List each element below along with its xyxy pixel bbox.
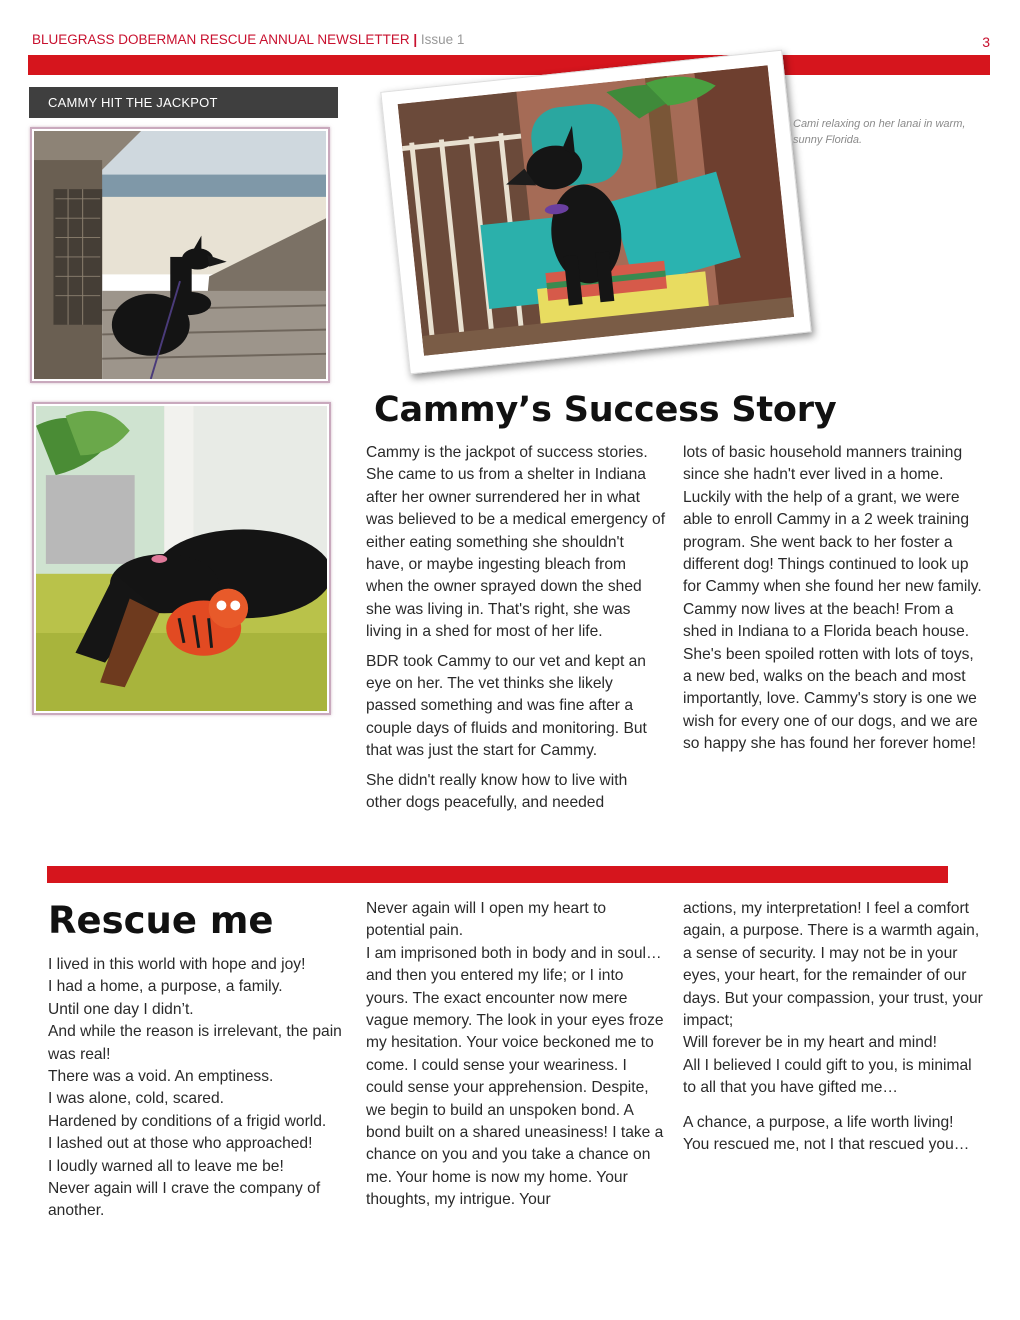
newsletter-title: BLUEGRASS DOBERMAN RESCUE ANNUAL NEWSLETTER — [32, 32, 410, 47]
poem-line: Hardened by conditions of a frigid world. — [48, 1112, 327, 1130]
poem-title: Rescue me — [48, 899, 274, 942]
story-paragraph: Cammy is the jackpot of success stories. She came to us from a shelter in Indiana after her owner surrendered her in what was believed to be a medical emergency of either eating something she shouldn't have, or maybe ingesting bleach from when the owner sprayed down the shed she was living in. That's right, she was living in a shed for most of her life. — [366, 444, 666, 641]
poem-column-2 — [366, 898, 666, 1212]
story-paragraph: She didn't really know how to live with other dogs peacefully, and needed — [366, 771, 628, 812]
photo-caption: Cami relaxing on her lanai in warm, sunny Florida. — [793, 118, 966, 146]
poem-line: and then you entered my life; or I into yours. The exact encounter now mere vague memory. The look in your eyes froze my hesitation. Your voice beckoned me to come. I could sense your weariness. I could sense your apprehension. Despite, we begin to build an unspoken bond. A bond built on a shared uneasiness! I take a chance on you and you take a chance on me. Your home is now my home. Your thoughts, my intrigue. Your — [366, 967, 664, 1209]
story-paragraph: lots of basic household manners training since she hadn't ever lived in a home. Luckily with the help of a grant, we were able to enroll Cammy in a 2 week training program. She went back to her foster a different dog! Things continued to look up for Cammy when she found her new family. Cammy now lives at the beach! From a shed in Indiana to a Florida beach house. She's been spoiled rotten with lots of toys, a new bed, walks on the beach and most importantly, love. Cammy's story is one we wish for every one of our dogs, and we are so happy she has found her forever home! — [683, 444, 982, 753]
section-label: CAMMY HIT THE JACKPOT — [29, 87, 338, 118]
poem-line: A chance, a purpose, a life worth living! — [683, 1113, 954, 1131]
top-divider-bar — [28, 55, 990, 75]
poem-line: I am imprisoned both in body and in soul… — [366, 944, 662, 962]
poem-line: Never again will I crave the company of another. — [48, 1180, 321, 1220]
story-paragraph: BDR took Cammy to our vet and kept an eye on her. The vet thinks she likely passed something and was fine after a couple days of fluids and monitoring. But that was just the start for Cammy. — [366, 652, 647, 760]
newsletter-header — [32, 32, 992, 54]
issue-label: Issue 1 — [420, 32, 465, 47]
poem-line: All I believed I could gift to you, is minimal to all that you have gifted me… — [683, 1056, 972, 1097]
story-title: Cammy’s Success Story — [374, 390, 837, 430]
poem-line: I had a home, a purpose, a family. — [48, 978, 283, 996]
poem-line: I loudly warned all to leave me be! — [48, 1157, 284, 1175]
poem-line: Never again will I open my heart to potential pain. — [366, 900, 607, 940]
poem-line: Until one day I didn’t. — [48, 1000, 194, 1018]
poem-line: There was a void. An emptiness. — [48, 1068, 274, 1086]
story-column-2 — [683, 442, 983, 756]
poem-line: You rescued me, not I that rescued you… — [683, 1136, 970, 1154]
story-column-1 — [366, 442, 666, 815]
poem-line: actions, my interpretation! I feel a comfort again, a purpose. There is a warmth again, a sense of security. I may not be in your eyes, your heart, for the remainder of our days. But your compassion, your trust, your impact; — [683, 900, 983, 1030]
beach-stairs-photo — [30, 127, 330, 383]
couch-toy-photo — [32, 402, 331, 715]
poem-line: And while the reason is irrelevant, the pain was real! — [48, 1023, 342, 1063]
poem-column-1 — [48, 954, 348, 1223]
header-separator: | — [413, 32, 418, 47]
poem-column-3 — [683, 898, 983, 1156]
lanai-polaroid-photo — [380, 50, 811, 375]
poem-line: I lashed out at those who approached! — [48, 1135, 313, 1153]
poem-line: Will forever be in my heart and mind! — [683, 1034, 937, 1052]
page-number: 3 — [982, 34, 990, 50]
poem-line: I lived in this world with hope and joy! — [48, 956, 306, 973]
middle-divider-bar — [47, 866, 948, 883]
poem-line: I was alone, cold, scared. — [48, 1090, 224, 1108]
